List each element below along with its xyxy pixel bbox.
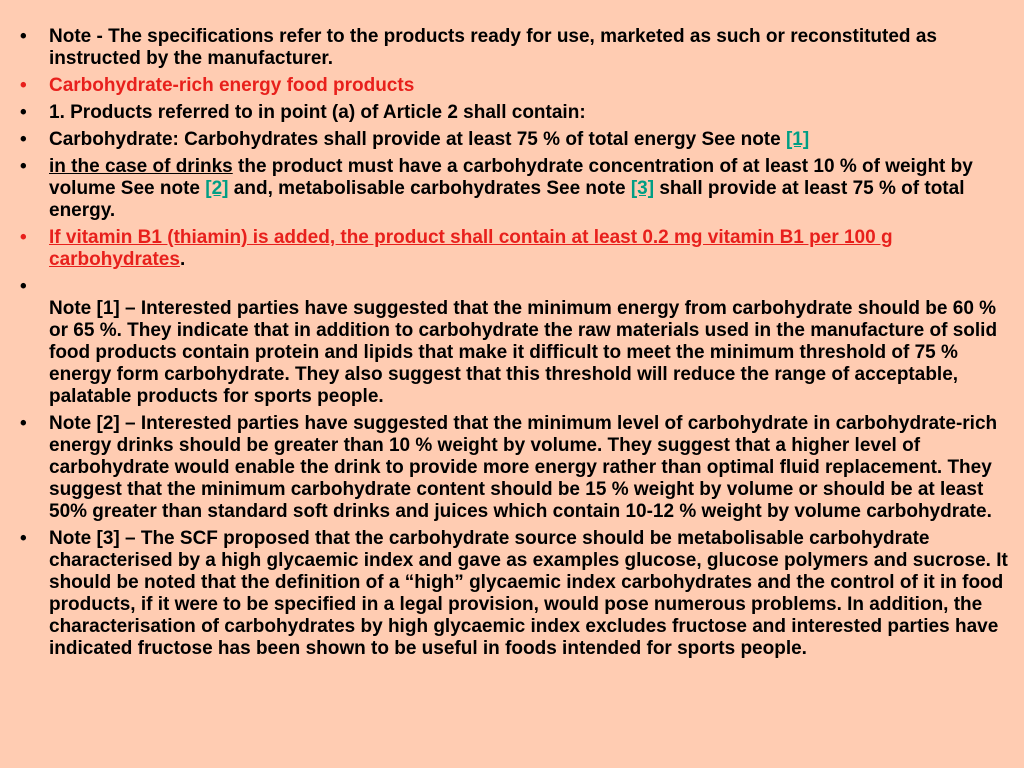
note-2-text: Note [2] – Interested parties have suggested that the minimum level of carbohydrate in carbohydrate-rich energy drinks should be greater than 10 % weight by volume. They suggest that a higher level of carbohydrate would enable the drink to provide more energy rather than optimal fluid replacement. They suggest that the minimum carbohydrate content should be 15 % weight by volume or should be at least 50% greater than standard soft drinks and juices which contain 10-12 % weight by volume carbohydrate. <box>49 413 998 522</box>
list-item-note-2 <box>20 413 1012 523</box>
bullet-marker: • <box>20 26 27 47</box>
list-item-note-3 <box>20 528 1012 660</box>
specification-note-text: Note - The specifications refer to the products ready for use, marketed as such or reconstituted as instructed by the manufacturer. <box>49 26 937 69</box>
drinks-lead-text: in the case of drinks <box>49 156 233 177</box>
bullet-marker: • <box>20 413 27 434</box>
note-1-link[interactable]: [1] <box>785 129 810 150</box>
list-item-section-heading <box>20 75 1012 97</box>
bullet-marker: • <box>20 528 27 549</box>
article-point-text: 1. Products referred to in point (a) of Article 2 shall contain: <box>49 102 586 123</box>
section-heading: Carbohydrate-rich energy food products <box>49 75 415 96</box>
note-2-link[interactable]: [2] <box>205 178 229 199</box>
bullet-marker: • <box>20 102 27 123</box>
drinks-rule-text-a: the product must have a carbohydrate concentration of at least 10 % of weight by volume See note <box>49 156 973 199</box>
list-item-drinks-rule <box>20 156 1012 222</box>
note-3-text: Note [3] – The SCF proposed that the carbohydrate source should be metabolisable carbohydrate characterised by a high glycaemic index and gave as examples glucose, glucose polymers and sucrose. It should be noted that the definition of a “high” glycaemic index carbohydrates and the control of it in food products, if it were to be specified in a legal provision, would pose numerous problems. In addition, the characterisation of carbohydrates by high glycaemic index excludes fructose and interested parties have indicated fructose has been shown to be useful in foods intended for sports people. <box>49 528 1008 659</box>
list-item-specification-note <box>20 26 1012 70</box>
bullet-marker: • <box>20 156 27 177</box>
bullet-marker: • <box>20 129 27 150</box>
bullet-marker: • <box>20 276 27 297</box>
bullet-list <box>20 26 1012 660</box>
list-item-article-point <box>20 102 1012 124</box>
list-item-note-1 <box>20 276 1012 408</box>
list-item-vitamin-rule <box>20 227 1012 271</box>
drinks-rule-text-b: and, metabolisable carbohydrates See note <box>228 178 631 199</box>
vitamin-rule-period: . <box>179 249 186 270</box>
bullet-marker: • <box>20 75 27 96</box>
carbohydrate-rule-text: Carbohydrate: Carbohydrates shall provide at least 75 % of total energy See note <box>49 129 786 150</box>
vitamin-rule-text: If vitamin B1 (thiamin) is added, the product shall contain at least 0.2 mg vitamin B1 per 100 g carbohydrates <box>49 227 893 270</box>
empty-bullet-spacer <box>49 276 1012 298</box>
list-item-carbohydrate-rule <box>20 129 1012 151</box>
note-3-link[interactable]: [3] <box>630 178 655 199</box>
note-1-text: Note [1] – Interested parties have suggested that the minimum energy from carbohydrate should be 60 % or 65 %. They indicate that in addition to carbohydrate the raw materials used in the manufacture of solid food products contain protein and lipids that make it difficult to meet the minimum threshold of 75 % energy form carbohydrate. They also suggest that this threshold will reduce the range of acceptable, palatable products for sports people. <box>49 298 998 407</box>
bullet-marker: • <box>20 227 27 248</box>
drinks-rule-text-c: shall provide at least 75 % of total energy. <box>49 178 965 221</box>
